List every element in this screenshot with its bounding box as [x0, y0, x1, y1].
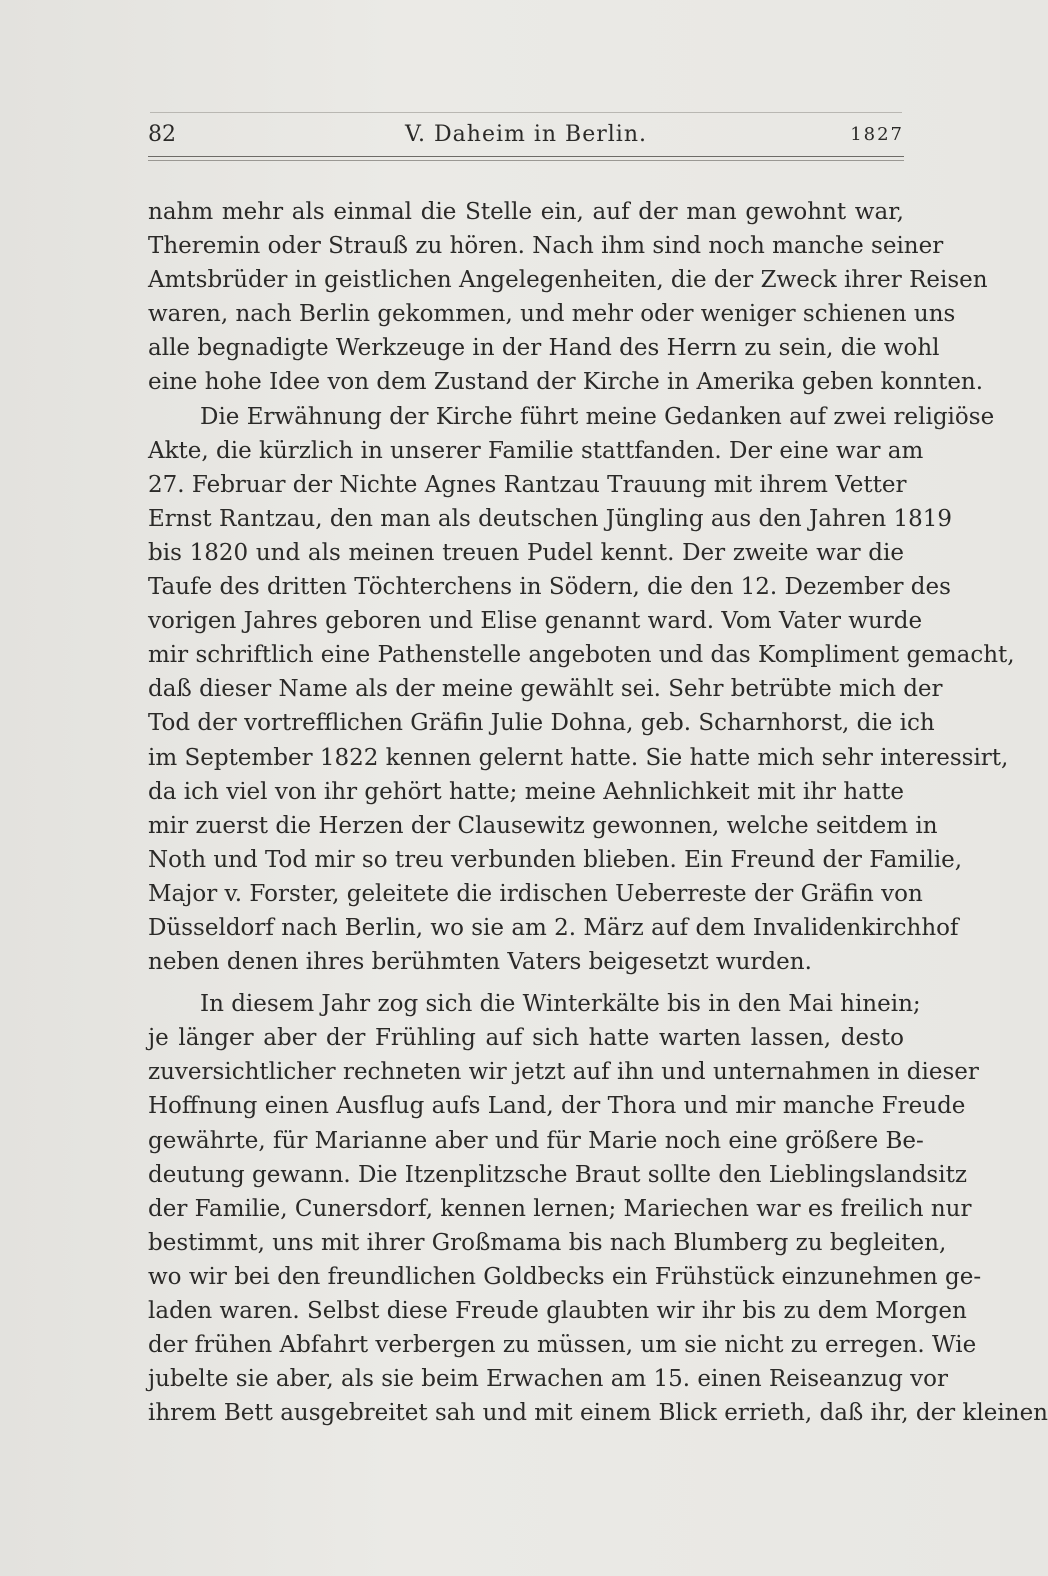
text-line: Taufe des dritten Töchterchens in Södern, die den 12. Dezember des: [148, 574, 951, 601]
text-line: laden waren. Selbst diese Freude glaubten wir ihr bis zu dem Morgen: [148, 1298, 967, 1324]
text-line: mir schriftlich eine Pathenstelle angeboten und das Kompliment gemacht,: [148, 642, 1015, 669]
text-line: Amtsbrüder in geistlichen Angelegenheiten, die der Zweck ihrer Reisen: [148, 267, 988, 294]
text-line: mir zuerst die Herzen der Clausewitz gewonnen, welche seitdem in: [148, 812, 938, 839]
text-line: Akte, die kürzlich in unserer Familie stattfanden. Der eine war am: [148, 437, 924, 464]
running-header: [148, 122, 904, 156]
text-line: gewährte, für Marianne aber und für Marie noch eine größere Be-: [148, 1127, 924, 1154]
text-line: je länger aber der Frühling auf sich hatte warten lassen, desto: [148, 1025, 904, 1052]
chapter-title: V. Daheim in Berlin.: [405, 122, 647, 147]
text-line: der Familie, Cunersdorf, kennen lernen; Mariechen war es freilich nur: [148, 1195, 972, 1222]
text-line: Düsseldorf nach Berlin, wo sie am 2. März auf dem Invalidenkirchhof: [148, 914, 959, 941]
paragraph-gap: [148, 979, 904, 987]
text-line: daß dieser Name als der meine gewählt sei. Sehr betrübte mich der: [148, 676, 943, 703]
text-line: alle begnadigte Werkzeuge in der Hand des Herrn zu sein, die wohl: [148, 335, 940, 362]
header-rule: [148, 156, 904, 161]
text-line: In diesem Jahr zog sich die Winterkälte bis in den Mai hinein;: [200, 991, 921, 1018]
text-line: Noth und Tod mir so treu verbunden blieben. Ein Freund der Familie,: [148, 846, 963, 873]
paragraph: [148, 400, 1015, 980]
text-line: neben denen ihres berühmten Vaters beigesetzt wurden.: [148, 949, 812, 976]
text-line: waren, nach Berlin gekommen, und mehr oder weniger schienen uns: [148, 301, 956, 328]
header-year: 1827: [850, 124, 904, 145]
text-line: eine hohe Idee von dem Zustand der Kirche in Amerika geben konnten.: [148, 369, 984, 396]
text-line: Theremin oder Strauß zu hören. Nach ihm sind noch manche seiner: [148, 233, 944, 260]
text-line: Die Erwähnung der Kirche führt meine Gedanken auf zwei religiöse: [200, 403, 995, 430]
text-line: bis 1820 und als meinen treuen Pudel kennt. Der zweite war die: [148, 539, 904, 566]
paragraph: [148, 987, 1048, 1430]
text-line: da ich viel von ihr gehört hatte; meine Aehnlichkeit mit ihr hatte: [148, 778, 904, 805]
text-line: ihrem Bett ausgebreitet sah und mit einem Blick errieth, daß ihr, der kleinen: [148, 1400, 1048, 1427]
text-line: Ernst Rantzau, den man als deutschen Jüngling aus den Jahren 1819: [148, 505, 952, 532]
text-line: zuversichtlicher rechneten wir jetzt auf ihn und unternahmen in dieser: [148, 1059, 979, 1086]
page-number: 82: [148, 122, 176, 147]
paragraph: [148, 195, 988, 400]
body-text: [148, 195, 1048, 1430]
text-line: Hoffnung einen Ausflug aufs Land, der Thora und mir manche Freude: [148, 1093, 966, 1120]
text-line: wo wir bei den freundlichen Goldbecks ein Frühstück einzunehmen ge-: [148, 1263, 982, 1290]
text-line: der frühen Abfahrt verbergen zu müssen, um sie nicht zu erregen. Wie: [148, 1332, 977, 1359]
text-line: 27. Februar der Nichte Agnes Rantzau Trauung mit ihrem Vetter: [148, 471, 907, 498]
text-line: vorigen Jahres geboren und Elise genannt ward. Vom Vater wurde: [148, 608, 923, 635]
text-line: Tod der vortrefflichen Gräfin Julie Dohna, geb. Scharnhorst, die ich: [148, 710, 935, 737]
text-line: jubelte sie aber, als sie beim Erwachen am 15. einen Reiseanzug vor: [148, 1366, 948, 1393]
text-line: nahm mehr als einmal die Stelle ein, auf der man gewohnt war,: [148, 199, 904, 225]
text-line: im September 1822 kennen gelernt hatte. Sie hatte mich sehr interessirt,: [148, 744, 1009, 771]
text-line: Major v. Forster, geleitete die irdischen Ueberreste der Gräfin von: [148, 880, 923, 907]
top-rule: [150, 112, 902, 113]
text-line: deutung gewann. Die Itzenplitzsche Braut sollte den Lieblingslandsitz: [148, 1161, 967, 1188]
text-line: bestimmt, uns mit ihrer Großmama bis nach Blumberg zu begleiten,: [148, 1229, 947, 1256]
